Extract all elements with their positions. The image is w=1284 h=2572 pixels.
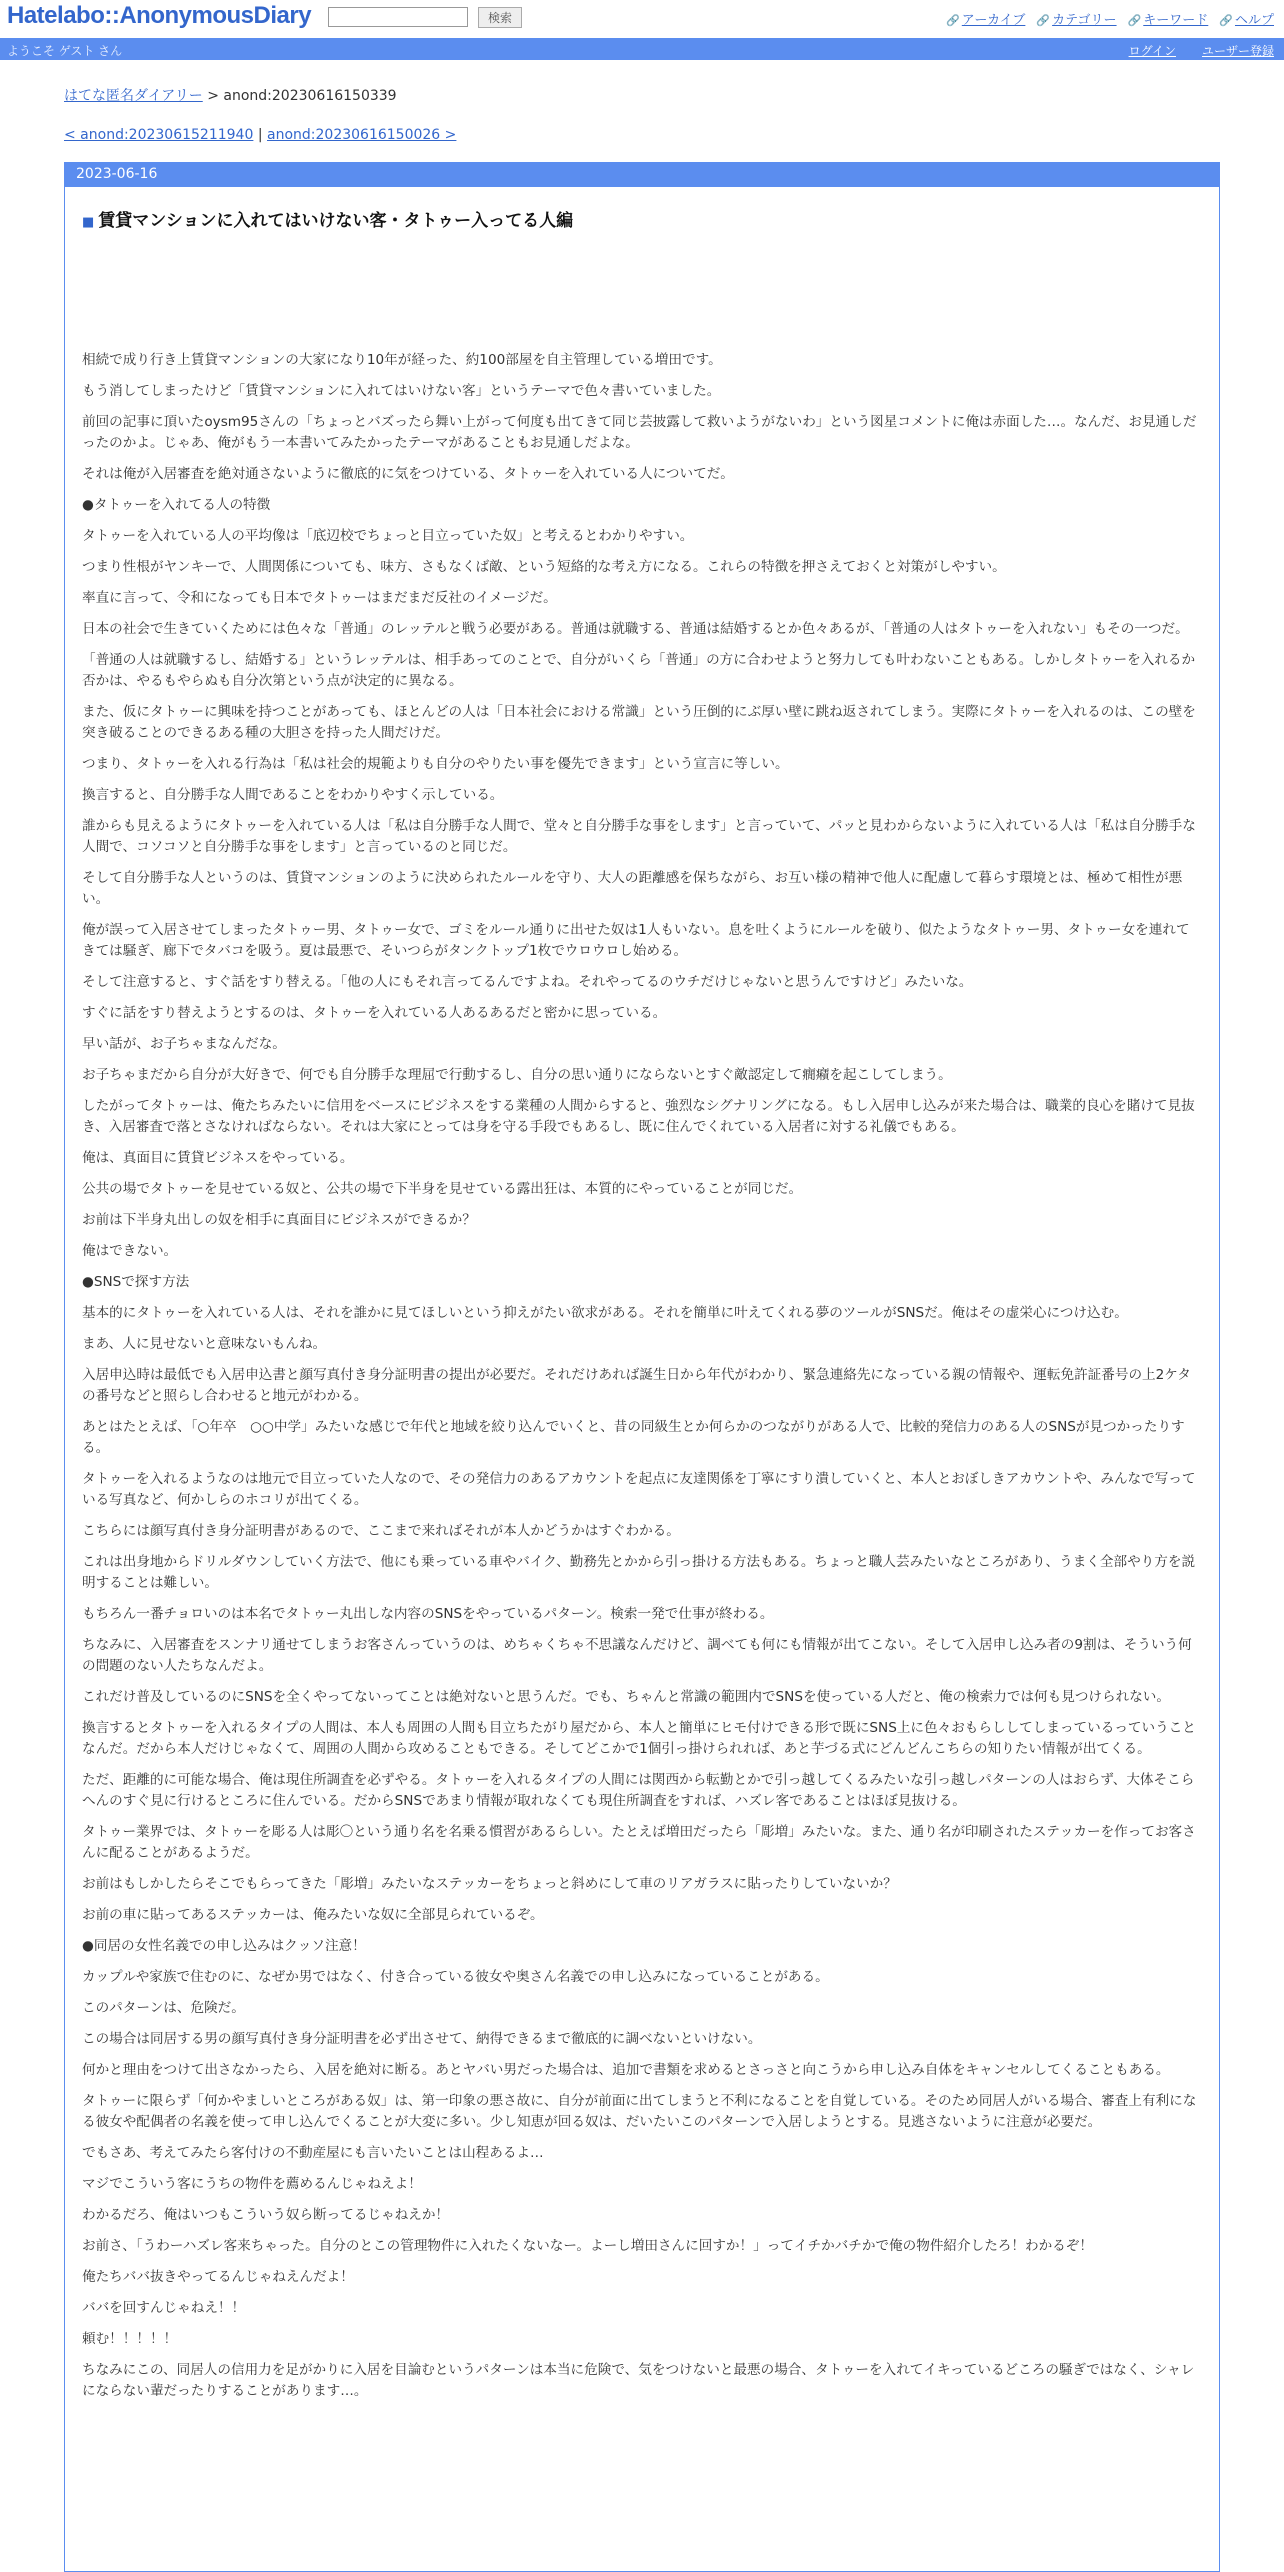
diary-day bbox=[64, 162, 1220, 2572]
entry-paragraph: つまり性根がヤンキーで、人間関係についても、味方、さもなくば敵、という短絡的な考え方になる。これらの特徴を押さえておくと対策がしやすい。 bbox=[82, 559, 1006, 575]
user-bar bbox=[0, 38, 1284, 60]
entry-paragraph: ●タトゥーを入れてる人の特徴 bbox=[82, 497, 271, 513]
entry-paragraph: ただ、距離的に可能な場合、俺は現住所調査を必ずやる。タトゥーを入れるタイプの人間には関西から転勤とかで引っ越してくるみたいな引っ越しパターンの人はおらず、大体そこらへんのすぐ見に行けるところに住んでいる。だからSNSであまり情報が取れなくても現住所調査をすれば、ハズレ客であることはほぼ見抜ける。 bbox=[82, 1772, 1195, 1809]
breadcrumb-current: anond:20230616150339 bbox=[223, 88, 397, 104]
entry-title bbox=[82, 206, 573, 231]
entry-paragraph: 頼む！！！！！ bbox=[82, 2331, 178, 2347]
link-arrow-icon: 🔗 bbox=[1036, 14, 1051, 27]
entry-paragraph: タトゥーを入れている人の平均像は「底辺校でちょっと目立っていた奴」と考えるとわかりやすい。 bbox=[82, 528, 694, 544]
help-link[interactable]: ヘルプ bbox=[1234, 13, 1274, 28]
entry-paragraph: これだけ普及しているのにSNSを全くやってないってことは絶対ないと思うんだ。でも、ちゃんと常識の範囲内でSNSを使っている人だと、俺の検索力では何も見つけられない。 bbox=[82, 1689, 1170, 1705]
prev-entry-link[interactable]: < anond:20230615211940 bbox=[64, 127, 254, 143]
entry-paragraph: そして注意すると、すぐ話をすり替える。「他の人にもそれ言ってるんですよね。それやってるのウチだけじゃないと思うんですけど」みたいな。 bbox=[82, 974, 973, 990]
entry-paragraph: 相続で成り行き上賃貸マンションの大家になり10年が経った、約100部屋を自主管理している増田です。 bbox=[82, 352, 722, 368]
entry-navigation bbox=[64, 127, 456, 143]
category-link[interactable]: カテゴリー bbox=[1052, 13, 1117, 28]
header-links bbox=[946, 9, 1274, 28]
entry-paragraph: ババを回すんじゃねえ！！ bbox=[82, 2300, 246, 2316]
nav-separator: | bbox=[257, 127, 263, 143]
entry-paragraph: そして自分勝手な人というのは、賃貸マンションのように決められたルールを守り、大人の距離感を保ちながら、お互い様の精神で他人に配慮して暮らす環境とは、極めて相性が悪い。 bbox=[82, 870, 1183, 907]
entry-paragraph: この場合は同居する男の顔写真付き身分証明書を必ず出させて、納得できるまで徹底的に調べないといけない。 bbox=[82, 2031, 762, 2047]
entry-paragraph: 何かと理由をつけて出さなかったら、入居を絶対に断る。あとヤバい男だった場合は、追加で書類を求めるとさっさと向こうから申し込み自体をキャンセルしてくることもある。 bbox=[82, 2062, 1170, 2078]
entry-paragraph: 前回の記事に頂いたoysm95さんの「ちょっとバズったら舞い上がって何度も出てきて同じ芸披露して救いようがないわ」という図星コメントに俺は赤面した…。なんだ、お見通しだったのかよ。じゃあ、俺がもう一本書いてみたかったテーマがあることもお見通しだよな。 bbox=[82, 414, 1197, 451]
entry-paragraph: わかるだろ、俺はいつもこういう奴ら断ってるじゃねえか！ bbox=[82, 2207, 450, 2223]
entry-paragraph: 換言すると、自分勝手な人間であることをわかりやすく示している。 bbox=[82, 787, 504, 803]
entry-paragraph: すぐに話をすり替えようとするのは、タトゥーを入れている人あるあるだと密かに思っている。 bbox=[82, 1005, 667, 1021]
link-arrow-icon: 🔗 bbox=[946, 14, 960, 27]
entry-paragraph: 基本的にタトゥーを入れている人は、それを誰かに見てほしいという抑えがたい欲求がある。それを簡単に叶えてくれる夢のツールがSNSだ。俺はその虚栄心につけ込む。 bbox=[82, 1305, 1128, 1321]
entry-paragraph: 俺は、真面目に賃貸ビジネスをやっている。 bbox=[82, 1150, 354, 1166]
entry-paragraph: 日本の社会で生きていくためには色々な「普通」のレッテルと戦う必要がある。普通は就職する、普通は結婚するとか色々あるが、「普通の人はタトゥーを入れない」もその一つだ。 bbox=[82, 621, 1189, 637]
entry-paragraph: お前さ、「うわーハズレ客来ちゃった。自分のとこの管理物件に入れたくないなー。よーし増田さんに回すか！」ってイチかバチかで俺の物件紹介したろ！わかるぞ！ bbox=[82, 2238, 1093, 2254]
square-bullet-icon[interactable]: ■ bbox=[82, 215, 95, 230]
entry-paragraph: それは俺が入居審査を絶対通さないように徹底的に気をつけている、タトゥーを入れている人についてだ。 bbox=[82, 466, 734, 482]
entry-paragraph: 俺が誤って入居させてしまったタトゥー男、タトゥー女で、ゴミをルール通りに出せた奴は1人もいない。息を吐くようにルールを破り、似たようなタトゥー男、タトゥー女を連れてきては騒ぎ、廊下でタバコを吸う。夏は最悪で、そいつらがタンクトップ1枚でウロウロし始める。 bbox=[82, 922, 1190, 959]
search-button[interactable]: 検索 bbox=[478, 7, 522, 28]
entry-paragraph: 俺はできない。 bbox=[82, 1243, 178, 1259]
entry-body bbox=[82, 350, 1198, 2412]
entry-paragraph: タトゥーを入れるようなのは地元で目立っていた人なので、その発信力のあるアカウントを起点に友達関係を丁寧にすり潰していくと、本人とおぼしきアカウントや、みんなで写っている写真など、何かしらのホコリが出てくる。 bbox=[82, 1471, 1196, 1508]
entry-paragraph: ●SNSで探す方法 bbox=[82, 1274, 190, 1290]
breadcrumb-home[interactable]: はてな匿名ダイアリー bbox=[64, 88, 203, 104]
entry-paragraph: 誰からも見えるようにタトゥーを入れている人は「私は自分勝手な人間で、堂々と自分勝手な事をします」と言っていて、パッと見わからないように入れている人は「私は自分勝手な人間で、コソコソと自分勝手な事をします」と言っているのと同じだ。 bbox=[82, 818, 1196, 855]
entry-paragraph: お前はもしかしたらそこでもらってきた「彫増」みたいなステッカーをちょっと斜めにして車のリアガラスに貼ったりしていないか？ bbox=[82, 1876, 897, 1892]
entry-paragraph: ●同居の女性名義での申し込みはクッソ注意！ bbox=[82, 1938, 366, 1954]
site-logo[interactable]: Hatelabo::AnonymousDiary bbox=[7, 2, 312, 29]
entry-paragraph: 換言するとタトゥーを入れるタイプの人間は、本人も周囲の人間も目立ちたがり屋だから、本人と簡単にヒモ付けできる形で既にSNS上に色々おもらししてしまっているっていうことなんだ。だから本人だけじゃなくて、周囲の人間から攻めることもできる。そしてどこかで1個引っ掛けられれば、あと芋づる式にどんどんこちらの知りたい情報が出てくる。 bbox=[82, 1720, 1196, 1757]
register-link[interactable]: ユーザー登録 bbox=[1201, 44, 1274, 58]
entry-paragraph: ちなみに、入居審査をスンナリ通せてしまうお客さんっていうのは、めちゃくちゃ不思議なんだけど、調べても何にも情報が出てこない。そして入居申し込み者の9割は、そういう何の問題のない人たちなんだよ。 bbox=[82, 1637, 1192, 1674]
entry-paragraph: お前は下半身丸出しの奴を相手に真面目にビジネスができるか？ bbox=[82, 1212, 476, 1228]
login-link[interactable]: ログイン bbox=[1128, 44, 1176, 58]
entry-paragraph: 率直に言って、令和になっても日本でタトゥーはまだまだ反社のイメージだ。 bbox=[82, 590, 557, 606]
entry-paragraph: もちろん一番チョロいのは本名でタトゥー丸出しな内容のSNSをやっているパターン。検索一発で仕事が終わる。 bbox=[82, 1606, 774, 1622]
next-entry-link[interactable]: anond:20230616150026 > bbox=[267, 127, 457, 143]
entry-paragraph: 入居申込時は最低でも入居申込書と顔写真付き身分証明書の提出が必要だ。それだけあれば誕生日から年代がわかり、緊急連絡先になっている親の情報や、運転免許証番号の上2ケタの番号などと照らし合わせると地元がわかる。 bbox=[82, 1367, 1191, 1404]
breadcrumb bbox=[64, 85, 397, 105]
archive-link[interactable]: アーカイブ bbox=[961, 13, 1026, 28]
entry-paragraph: カップルや家族で住むのに、なぜか男ではなく、付き合っている彼女や奥さん名義での申し込みになっていることがある。 bbox=[82, 1969, 829, 1985]
breadcrumb-separator: > bbox=[207, 88, 219, 104]
entry-paragraph: したがってタトゥーは、俺たちみたいに信用をベースにビジネスをする業種の人間からすると、強烈なシグナリングになる。もし入居申し込みが来た場合は、職業的良心を賭けて見抜き、入居審査で落とさなければならない。それは大家にとっては身を守る手段でもあるし、既に住んでくれている入居者に対する礼儀でもある。 bbox=[82, 1098, 1195, 1135]
entry-paragraph: 早い話が、お子ちゃまなんだな。 bbox=[82, 1036, 286, 1052]
entry-paragraph: つまり、タトゥーを入れる行為は「私は社会的規範よりも自分のやりたい事を優先できます」という宣言に等しい。 bbox=[82, 756, 789, 772]
account-links bbox=[1129, 42, 1274, 59]
entry-paragraph: お前の車に貼ってあるステッカーは、俺みたいな奴に全部見られているぞ。 bbox=[82, 1907, 544, 1923]
search-input[interactable] bbox=[328, 7, 468, 27]
entry-paragraph: もう消してしまったけど「賃貸マンションに入れてはいけない客」というテーマで色々書いていました。 bbox=[82, 383, 721, 399]
entry-paragraph: このパターンは、危険だ。 bbox=[82, 2000, 245, 2016]
entry-paragraph: でもさあ、考えてみたら客付けの不動産屋にも言いたいことは山程あるよ… bbox=[82, 2145, 544, 2161]
entry-paragraph: マジでこういう客にうちの物件を薦めるんじゃねえよ！ bbox=[82, 2176, 422, 2192]
entry-paragraph: タトゥー業界では、タトゥーを彫る人は彫〇という通り名を名乗る慣習があるらしい。たとえば増田だったら「彫増」みたいな。また、通り名が印刷されたステッカーを作ってお客さんに配ることがあるようだ。 bbox=[82, 1824, 1196, 1861]
entry-paragraph: また、仮にタトゥーに興味を持つことがあっても、ほとんどの人は「日本社会における常識」という圧倒的にぶ厚い壁に跳ね返されてしまう。実際にタトゥーを入れるのは、この壁を突き破ることのできるある種の大胆さを持った人間だけだ。 bbox=[82, 704, 1196, 741]
entry-paragraph: 公共の場でタトゥーを見せている奴と、公共の場で下半身を見せている露出狂は、本質的にやっていることが同じだ。 bbox=[82, 1181, 803, 1197]
link-arrow-icon: 🔗 bbox=[1219, 14, 1233, 27]
entry-paragraph: まあ、人に見せないと意味ないもんね。 bbox=[82, 1336, 327, 1352]
entry-paragraph: 俺たちババ抜きやってるんじゃねえんだよ！ bbox=[82, 2269, 354, 2285]
top-header bbox=[0, 0, 1284, 38]
entry-paragraph: お子ちゃまだから自分が大好きで、何でも自分勝手な理屈で行動するし、自分の思い通りにならないとすぐ敵認定して癇癪を起こしてしまう。 bbox=[82, 1067, 952, 1083]
day-date: 2023-06-16 bbox=[65, 162, 1219, 187]
entry-paragraph: タトゥーに限らず「何かやましいところがある奴」は、第一印象の悪さ故に、自分が前面に出てしまうと不利になることを自覚している。そのため同居人がいる場合、審査上有利になる彼女や配偶者の名義を使って申し込んでくることが大変に多い。少し知恵が回る奴は、だいたいこのパターンで入居しようとする。見逃さないように注意が必要だ。 bbox=[82, 2093, 1197, 2130]
entry-paragraph: こちらには顔写真付き身分証明書があるので、ここまで来ればそれが本人かどうかはすぐわかる。 bbox=[82, 1523, 680, 1539]
keyword-link[interactable]: キーワード bbox=[1143, 13, 1209, 28]
entry-paragraph: ちなみにこの、同居人の信用力を足がかりに入居を目論むというパターンは本当に危険で、気をつけないと最悪の場合、タトゥーを入れてイキっているどころの騒ぎではなく、シャレにならない輩だったりすることがあります…。 bbox=[82, 2362, 1195, 2399]
welcome-text: ようこそ ゲスト さん bbox=[7, 44, 123, 58]
entry-paragraph: これは出身地からドリルダウンしていく方法で、他にも乗っている車やバイク、勤務先とかから引っ掛ける方法もある。ちょっと職人芸みたいなところがあり、うまく全部やり方を説明することは難しい。 bbox=[82, 1554, 1196, 1591]
entry-paragraph: 「普通の人は就職するし、結婚する」というレッテルは、相手あってのことで、自分がいくら「普通」の方に合わせようと努力しても叶わないこともある。しかしタトゥーを入れるか否かは、やるもやらぬも自分次第という点が決定的に異なる。 bbox=[82, 652, 1196, 689]
link-arrow-icon: 🔗 bbox=[1127, 14, 1142, 27]
entry-title-text: 賃貸マンションに入れてはいけない客・タトゥー入ってる人編 bbox=[98, 211, 574, 231]
entry-paragraph: あとはたとえば、「○年卒 ○○中学」みたいな感じで年代と地域を絞り込んでいくと、昔の同級生とか何らかのつながりがある人で、比較的発信力のある人のSNSが見つかったりする。 bbox=[82, 1419, 1185, 1456]
